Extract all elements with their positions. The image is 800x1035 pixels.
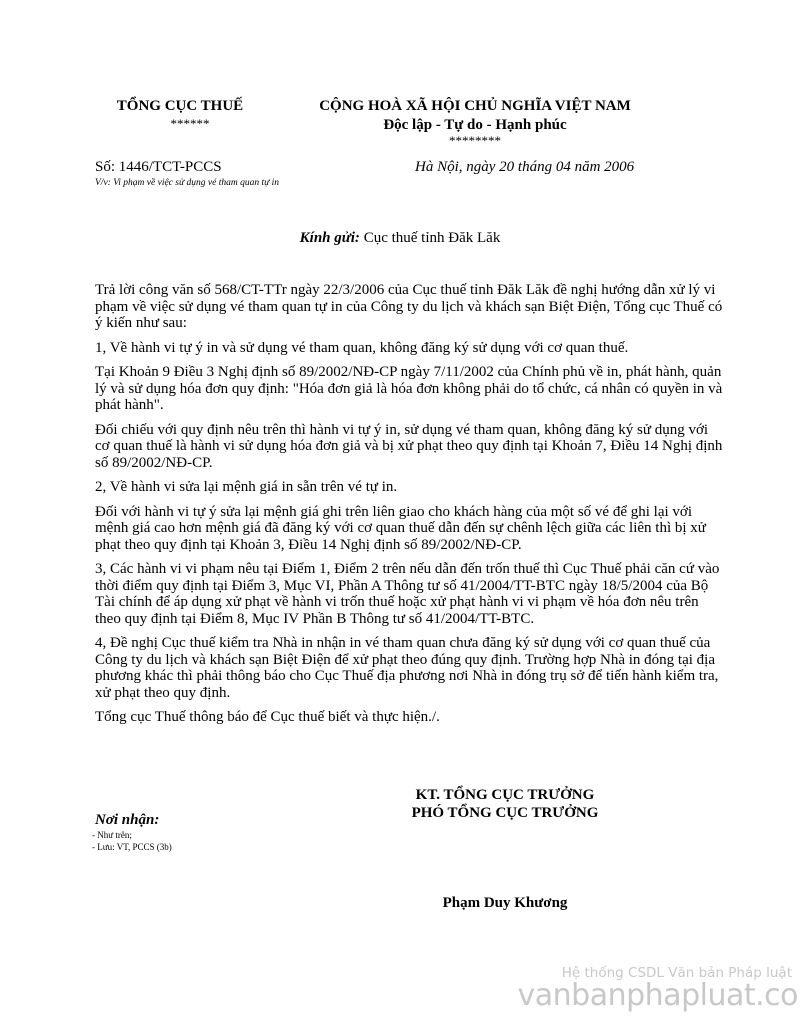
national-subtitle: Độc lập - Tự do - Hạnh phúc	[383, 117, 567, 133]
document-subject: V/v: Vi phạm về việc sử dụng vé tham quan tự in	[95, 178, 280, 188]
national-separator: ********	[449, 133, 501, 148]
signer-name: Phạm Duy Khương	[442, 895, 568, 911]
body-paragraph: Trả lời công văn số 568/CT-TTr ngày 22/3/2006 của Cục thuế tỉnh Đăk Lăk đề nghị hướng dẫn xử lý vi phạm về việc sử dụng vé tham quan tự in của Công ty du lịch và khách sạn Biệt Điện, Tổng cục Thuế có ý kiến như sau:	[95, 282, 723, 331]
body-paragraph: 4, Đề nghị Cục thuế kiểm tra Nhà in nhận in vé tham quan chưa đăng ký sử dụng với cơ quan thuế của Công ty du lịch và khách sạn Biệt Điện để xử phạt theo đúng quy định. Trường hợp Nhà in đóng tại địa phương khác thì phải thông báo cho Cục Thuế địa phương nơi Nhà in đóng trụ sở để tiến hành kiểm tra, xử phạt theo quy định.	[95, 635, 719, 701]
agency-separator: ******	[170, 116, 210, 131]
document-number: Số: 1446/TCT-PCCS	[95, 159, 222, 175]
recipients-list-item: - Lưu: VT, PCCS (3b)	[92, 842, 172, 852]
recipients-heading: Nơi nhận:	[95, 812, 160, 828]
recipient-line	[0, 230, 800, 247]
document-body	[95, 282, 725, 734]
recipients-list	[92, 829, 172, 853]
body-paragraph: Tổng cục Thuế thông báo để Cục thuế biết và thực hiện./.	[95, 709, 440, 725]
place-and-date: Hà Nội, ngày 20 tháng 04 năm 2006	[415, 159, 635, 175]
body-paragraph: 3, Các hành vi vi phạm nêu tại Điểm 1, Điểm 2 trên nếu dẫn đến trốn thuế thì Cục Thuế phải căn cứ vào thời điểm quy định tại Điểm 3, Mục VI, Phần A Thông tư số 41/2004/TT-BTC ngày 18/5/2004 của Bộ Tài chính để áp dụng xử phạt về hành vi trốn thuế hoặc xử phạt hành vi vi phạm về hóa đơn nêu trên theo quy định tại Điểm 8, Mục IV Phần B Thông tư số 41/2004/TT-BTC.	[95, 561, 720, 627]
agency-name: TỔNG CỤC THUẾ	[116, 98, 244, 114]
body-paragraph: 2, Về hành vi sửa lại mệnh giá in sẵn trên vé tự in.	[95, 479, 398, 495]
signer-title-primary: KT. TỔNG CỤC TRƯỞNG	[415, 787, 595, 803]
national-motto: CỘNG HOÀ XÃ HỘI CHỦ NGHĨA VIỆT NAM	[319, 98, 631, 114]
signer-title-secondary: PHÓ TỔNG CỤC TRƯỞNG	[411, 805, 599, 821]
body-paragraph: Đối với hành vi tự ý sửa lại mệnh giá ghi trên liên giao cho khách hàng của một số vé để ghi lại với mệnh giá cao hơn mệnh giá đã đăng ký với cơ quan thuế dẫn đến sự chênh lệch giữa các liên thì bị xử phạt theo quy định tại Khoản 3, Điều 14 Nghị định số 89/2002/NĐ-CP.	[95, 503, 706, 553]
body-paragraph: Tại Khoản 9 Điều 3 Nghị định số 89/2002/NĐ-CP ngày 7/11/2002 của Chính phủ về in, phát hành, quản lý và sử dụng hóa đơn quy định: "Hóa đơn giả là hóa đơn không phải do tổ chức, cá nhân có quyền in và phát hành".	[95, 364, 723, 413]
body-paragraph: 1, Về hành vi tự ý in và sử dụng vé tham quan, không đăng ký sử dụng với cơ quan thuế.	[95, 339, 629, 356]
watermark-caption: Hệ thống CSDL Văn bản Pháp luật	[561, 965, 792, 981]
recipients-list-item: - Như trên;	[92, 830, 132, 840]
watermark-site-name: vanbanphapluat.co	[517, 978, 798, 1013]
recipient-label: Kính gửi:	[299, 230, 360, 246]
body-paragraph: Đối chiếu với quy định nêu trên thì hành vi tự ý in, sử dụng vé tham quan, không đăng ký sử dụng với cơ quan thuế là hành vi sử dụng hóa đơn giả và bị xử phạt theo quy định tại Khoản 7, Điều 14 Nghị định số 89/2002/NĐ-CP.	[95, 421, 723, 471]
recipient-name: Cục thuế tỉnh Đăk Lăk	[363, 230, 501, 246]
